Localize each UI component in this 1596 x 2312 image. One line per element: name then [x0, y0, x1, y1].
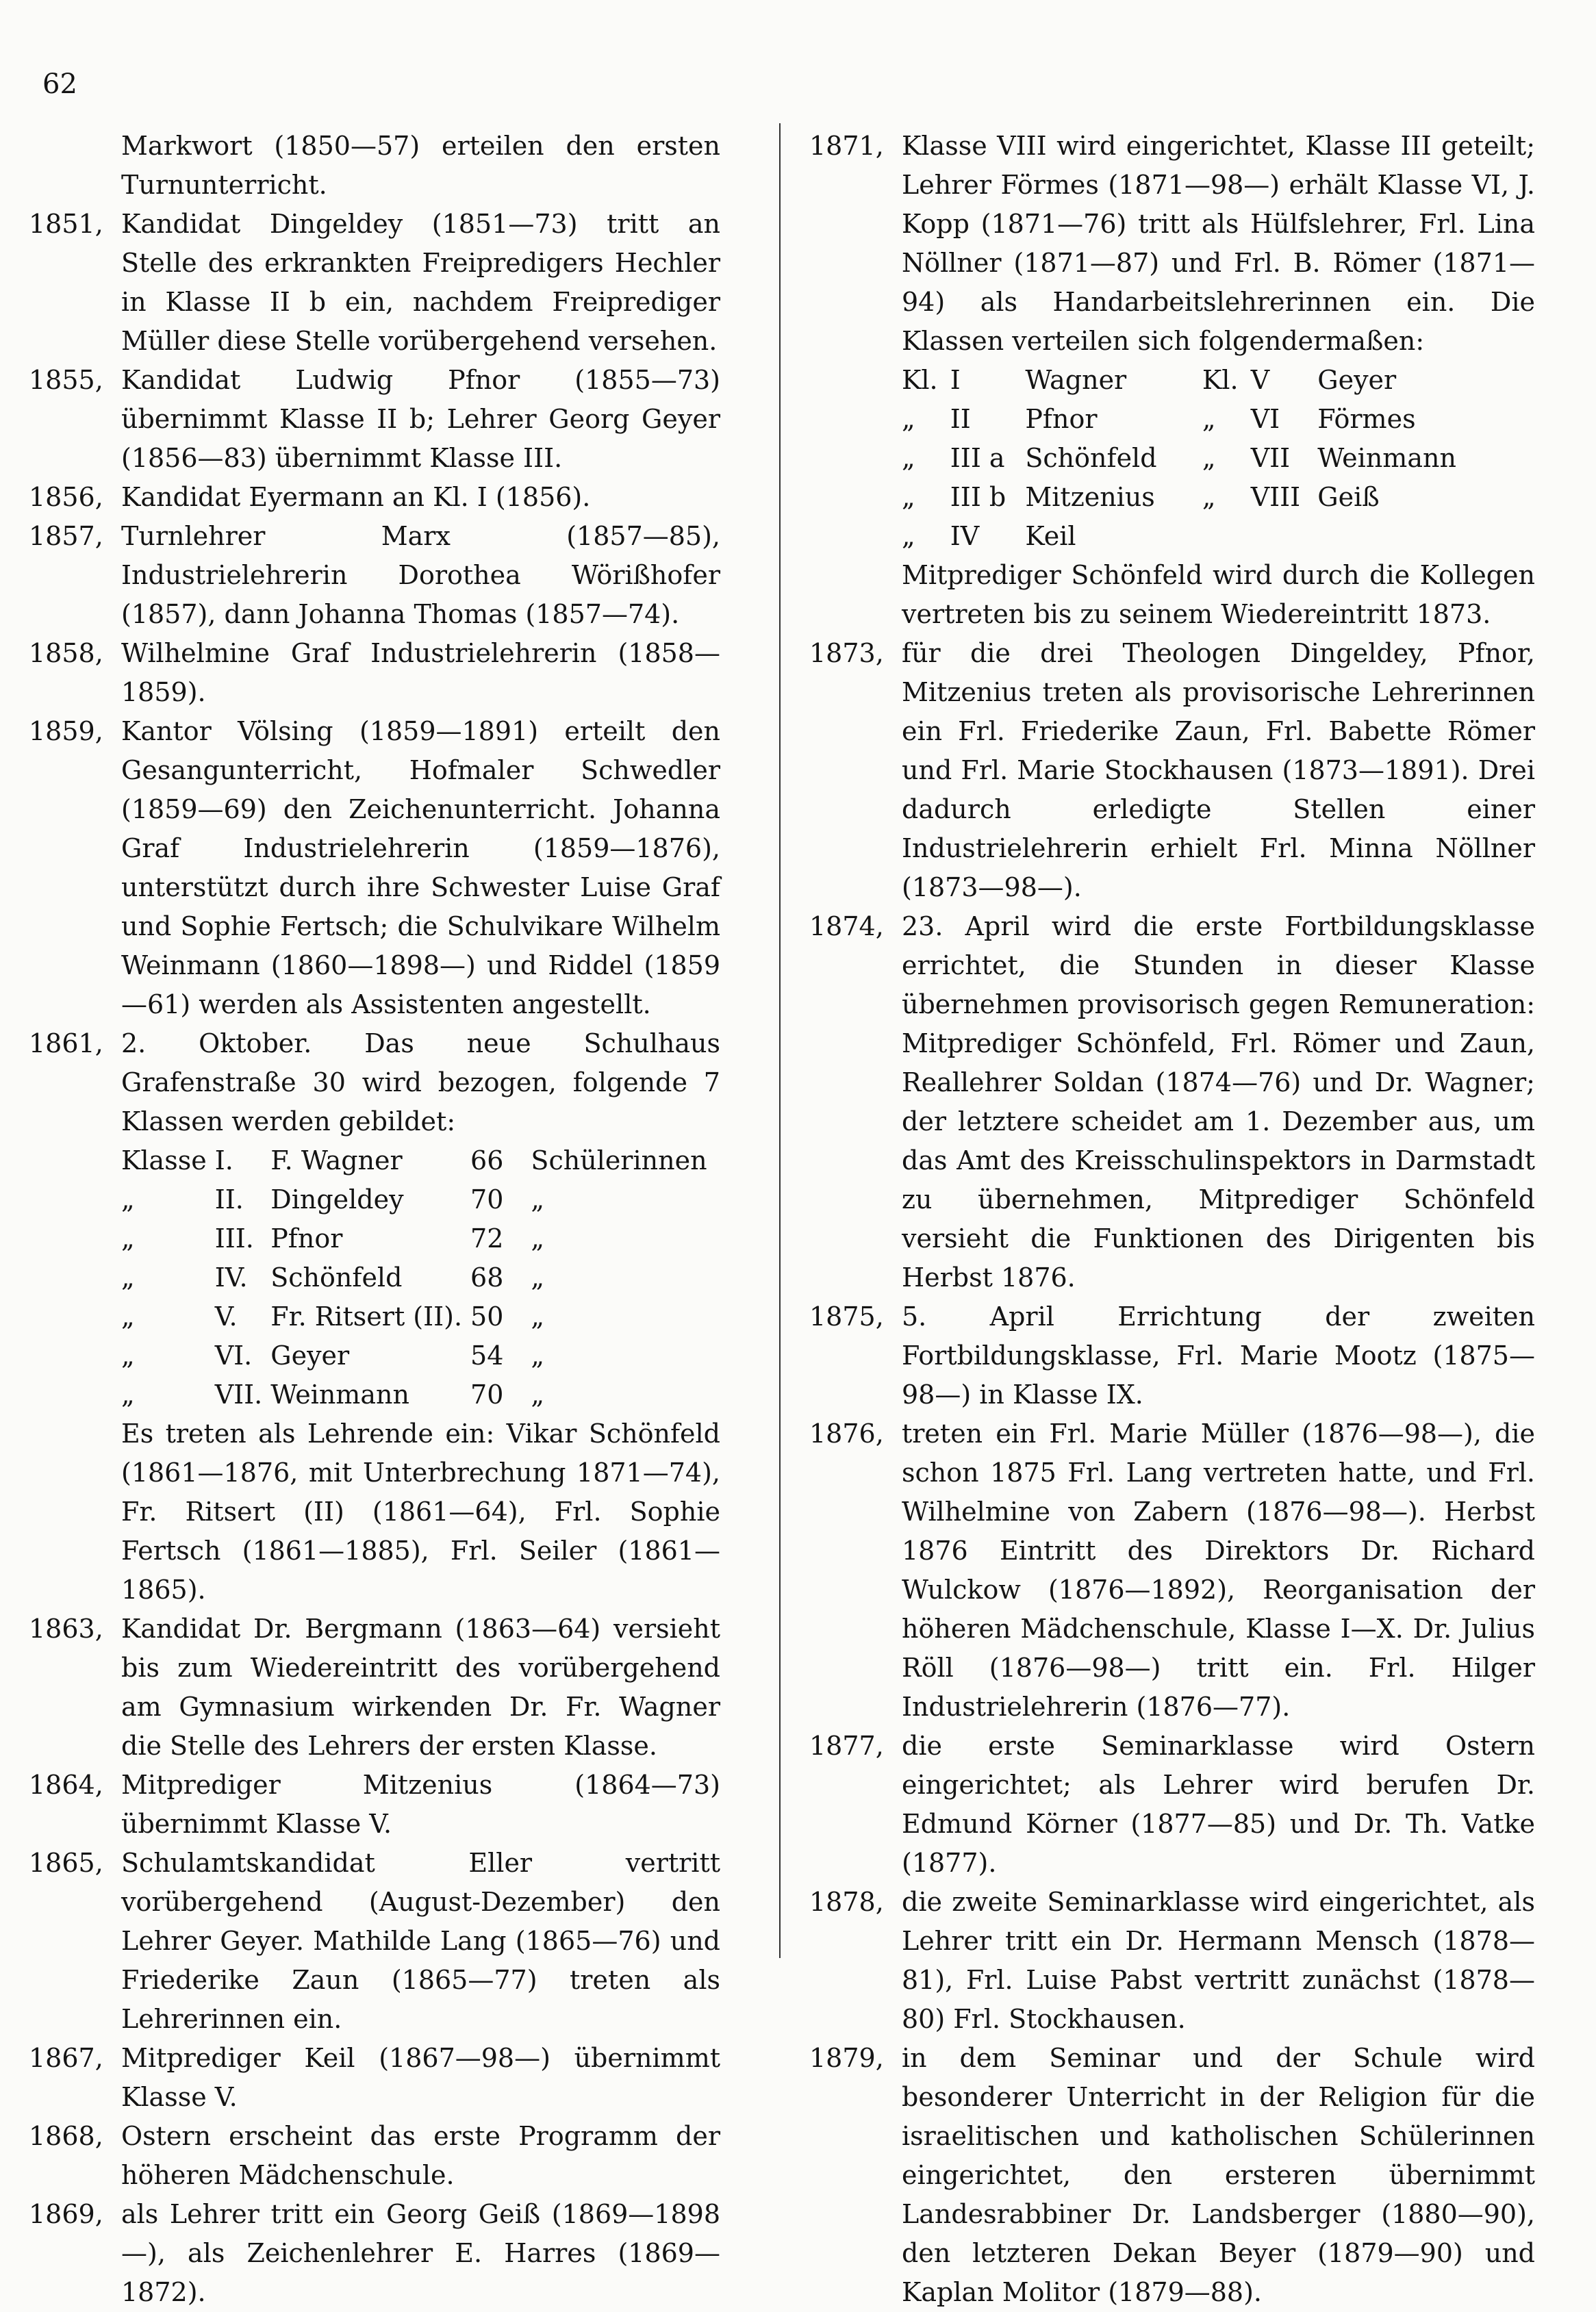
table-cell: III a [950, 443, 1005, 473]
table-cell: Förmes [1317, 404, 1416, 434]
chronicle-entry [809, 907, 1535, 1297]
table-cell: Pfnor [1025, 404, 1098, 434]
table-cell: 54 [470, 1341, 504, 1371]
table-cell: Wagner [1025, 365, 1127, 395]
table-row [902, 439, 1504, 478]
table-row [121, 1297, 715, 1336]
table-cell: 68 [470, 1262, 504, 1293]
table-cell: „ [531, 1184, 545, 1215]
table-cell: „ [121, 1184, 135, 1215]
table-row [902, 400, 1504, 439]
entry-text: Wilhelmine Graf Industrielehrerin (1858—1859). [121, 638, 720, 707]
entry-text: Ostern erscheint das erste Programm der höheren Mädchenschule. [121, 2121, 720, 2190]
entry-text: in dem Seminar und der Schule wird besonderer Unterricht in der Religion für die israelitischen und katholischen Schülerinnen eingerichtet, den ersteren übernimmt Landesrabbiner Dr. Landsberger (1880—90), den letzteren Dekan Beyer (1879—90) und Kaplan Molitor (1879—88). [902, 2043, 1535, 2307]
table-cell: VI. [214, 1341, 253, 1371]
entry-text: die zweite Seminarklasse wird eingerichtet, als Lehrer tritt ein Dr. Hermann Mensch (1878—81), Frl. Luise Pabst vertritt zunächst (1878—80) Frl. Stockhausen. [902, 1887, 1535, 2034]
table-cell: VIII [1250, 482, 1301, 512]
table-cell: „ [531, 1262, 545, 1293]
table-cell: „ [1202, 404, 1216, 434]
chronicle-entry [29, 517, 720, 634]
table-cell [1202, 517, 1251, 556]
entry-text: Mitprediger Keil (1867—98—) übernimmt Klasse V. [121, 2043, 720, 2112]
table-cell [1251, 517, 1318, 556]
entry-text: Schulamtskandidat Eller vertritt vorübergehend (August-Dezember) den Lehrer Geyer. Mathilde Lang (1865—76) und Friederike Zaun (1865—77) treten als Lehrerinnen ein. [121, 1848, 720, 2034]
chronicle-entry [809, 2039, 1535, 2312]
chronicle-entry [29, 361, 720, 478]
entry-year: 1871, [809, 131, 884, 161]
entry-year: 1864, [29, 1770, 103, 1800]
table-row [121, 1141, 715, 1180]
table-cell: Geyer [270, 1341, 350, 1371]
table-cell: VII. [214, 1380, 263, 1410]
table-cell: F. Wagner [270, 1145, 403, 1176]
chronicle-entry [809, 1297, 1535, 1414]
entry-year: 1878, [809, 1887, 884, 1917]
entry-year: 1856, [29, 482, 103, 512]
entry-year: 1861, [29, 1028, 103, 1058]
entry-text: Klasse VIII wird eingerichtet, Klasse III geteilt; Lehrer Förmes (1871—98—) erhält Klasse VI, J. Kopp (1871—76) tritt als Hülfslehrer, Frl. Lina Nöllner (1871—87) und Frl. B. Römer (1871—94) als Handarbeitslehrerinnen ein. Die Klassen verteilen sich folgendermaßen: [902, 131, 1535, 356]
table-cell: 50 [470, 1301, 504, 1332]
chronicle-entry [29, 205, 720, 361]
entry-year: 1879, [809, 2043, 884, 2073]
table-row [902, 478, 1504, 517]
table-cell: Schülerinnen [531, 1145, 707, 1176]
entry-text: 2. Oktober. Das neue Schulhaus Grafenstraße 30 wird bezogen, folgende 7 Klassen werden gebildet: [121, 1028, 720, 1136]
table-cell: 72 [470, 1223, 504, 1254]
chronicle-entry [29, 1766, 720, 1844]
entry-text: 23. April wird die erste Fortbildungsklasse errichtet, die Stunden in dieser Klasse übernehmen provisorisch gegen Remuneration: Mitprediger Schönfeld, Frl. Römer und Zaun, Reallehrer Soldan (1874—76) und Dr. Wagner; der letztere scheidet am 1. Dezember aus, um das Amt des Kreisschulinspektors in Darmstadt zu übernehmen, Mitprediger Schönfeld versieht die Funktionen des Dirigenten bis Herbst 1876. [902, 911, 1535, 1293]
table-cell: „ [902, 521, 915, 551]
table-cell: „ [1202, 482, 1216, 512]
entry-text: Kandidat Dingeldey (1851—73) tritt an Stelle des erkrankten Freipredigers Hechler in Klasse II b ein, nachdem Freiprediger Müller diese Stelle vorübergehend versehen. [121, 209, 720, 356]
chronicle-entry [809, 634, 1535, 907]
table-row [121, 1180, 715, 1219]
entry-text: Es treten als Lehrende ein: Vikar Schönfeld (1861—1876, mit Unterbrechung 1871—74), Fr. Ritsert (II) (1861—64), Frl. Sophie Fertsch (1861—1885), Frl. Seiler (1861—1865). [121, 1419, 720, 1605]
table-cell: „ [121, 1262, 135, 1293]
entry-year: 1863, [29, 1614, 103, 1644]
left-column [29, 127, 720, 2312]
chronicle-entry [809, 127, 1535, 361]
entry-year: 1875, [809, 1301, 884, 1332]
chronicle-entry [29, 127, 720, 205]
table-cell: III. [214, 1223, 254, 1254]
table-cell: VI [1250, 404, 1280, 434]
column-divider [779, 123, 781, 1958]
table-cell: Schönfeld [270, 1262, 403, 1293]
entry-text: treten ein Frl. Marie Müller (1876—98—), die schon 1875 Frl. Lang vertreten hatte, und Frl. Wilhelmine von Zabern (1876—98—). Herbst 1876 Eintritt des Direktors Dr. Richard Wulckow (1876—1892), Reorganisation der höheren Mädchenschule, Klasse I—X. Dr. Julius Röll (1876—98—) tritt ein. Frl. Hilger Industrielehrerin (1876—77). [902, 1419, 1535, 1722]
table-cell: „ [531, 1380, 545, 1410]
table-cell: II. [214, 1184, 244, 1215]
entry-text: Kandidat Eyermann an Kl. I (1856). [121, 482, 591, 512]
chronicle-entry [29, 1024, 720, 1141]
table-cell: „ [902, 404, 915, 434]
table-cell: VII [1250, 443, 1291, 473]
table-cell: „ [531, 1341, 545, 1371]
table-cell: V. [214, 1301, 238, 1332]
entry-text: Mitprediger Mitzenius (1864—73) übernimmt Klasse V. [121, 1770, 720, 1839]
table-cell: IV [950, 521, 980, 551]
table-cell: I. [214, 1145, 233, 1176]
table-cell: I [950, 365, 961, 395]
table-cell: „ [121, 1341, 135, 1371]
entry-year: 1869, [29, 2199, 103, 2229]
table-cell: Schönfeld [1025, 443, 1157, 473]
table-cell: Pfnor [270, 1223, 343, 1254]
table-row [902, 517, 1504, 556]
class-distribution-table [902, 361, 1504, 556]
chronicle-entry [29, 2039, 720, 2117]
entry-text: Kantor Völsing (1859—1891) erteilt den Gesangunterricht, Hofmaler Schwedler (1859—69) den Zeichenunterricht. Johanna Graf Industrielehrerin (1859—1876), unterstützt durch ihre Schwester Luise Graf und Sophie Fertsch; die Schulvikare Wilhelm Weinmann (1860—1898—) und Riddel (1859—61) werden als Assistenten angestellt. [121, 716, 720, 1019]
chronicle-entry [809, 1883, 1535, 2039]
table-cell: „ [902, 443, 915, 473]
entry-text: Mitprediger Schönfeld wird durch die Kollegen vertreten bis zu seinem Wiedereintritt 1873. [902, 560, 1535, 629]
table-cell: „ [531, 1223, 545, 1254]
table-cell: „ [121, 1301, 135, 1332]
entry-year: 1867, [29, 2043, 103, 2073]
table-cell: „ [121, 1380, 135, 1410]
entry-year: 1868, [29, 2121, 103, 2151]
entry-text: 5. April Errichtung der zweiten Fortbildungsklasse, Frl. Marie Mootz (1875—98—) in Klasse IX. [902, 1301, 1535, 1410]
table-cell: Klasse [121, 1145, 207, 1176]
table-row [121, 1219, 715, 1258]
table-cell: Dingeldey [270, 1184, 404, 1215]
entry-year: 1874, [809, 911, 884, 941]
table-cell: 66 [470, 1145, 504, 1176]
chronicle-entry [29, 1610, 720, 1766]
entry-text: Markwort (1850—57) erteilen den ersten Turnunterricht. [121, 131, 720, 200]
table-cell: Kl. [1202, 365, 1239, 395]
chronicle-entry [809, 1727, 1535, 1883]
table-cell: Kl. [902, 365, 938, 395]
chronicle-entry [29, 478, 720, 517]
entry-year: 1873, [809, 638, 884, 668]
table-cell: Geiß [1317, 482, 1380, 512]
table-row [121, 1258, 715, 1297]
table-row [121, 1375, 715, 1414]
table-cell: Weinmann [270, 1380, 409, 1410]
chronicle-entry [29, 1844, 720, 2039]
table-cell: Geyer [1317, 365, 1397, 395]
table-cell: V [1250, 365, 1270, 395]
table-cell: Fr. Ritsert (II). [270, 1301, 463, 1332]
entry-text: Kandidat Ludwig Pfnor (1855—73) übernimmt Klasse II b; Lehrer Georg Geyer (1856—83) übernimmt Klasse III. [121, 365, 720, 473]
table-cell: „ [1202, 443, 1216, 473]
entry-year: 1855, [29, 365, 103, 395]
entry-year: 1876, [809, 1419, 884, 1449]
table-cell: II [950, 404, 971, 434]
table-cell: IV. [214, 1262, 248, 1293]
entry-year: 1851, [29, 209, 103, 239]
entry-year: 1857, [29, 521, 103, 551]
entry-year: 1859, [29, 716, 103, 746]
table-cell: „ [121, 1223, 135, 1254]
entry-year: 1865, [29, 1848, 103, 1878]
entry-text: Turnlehrer Marx (1857—85), Industrielehrerin Dorothea Wörißhofer (1857), dann Johanna Thomas (1857—74). [121, 521, 720, 629]
table-cell: III b [950, 482, 1006, 512]
entry-text: für die drei Theologen Dingeldey, Pfnor, Mitzenius treten als provisorische Lehrerinnen ein Frl. Friederike Zaun, Frl. Babette Römer und Frl. Marie Stockhausen (1873—1891). Drei dadurch erledigte Stellen einer Industrielehrerin erhielt Frl. Minna Nöllner (1873—98—). [902, 638, 1535, 902]
table-cell: „ [531, 1301, 545, 1332]
class-table-1861 [121, 1141, 715, 1414]
chronicle-entry [29, 2195, 720, 2312]
table-cell: „ [902, 482, 915, 512]
table-row [902, 361, 1504, 400]
right-column [809, 127, 1535, 2312]
chronicle-entry [29, 712, 720, 1024]
chronicle-entry [29, 2117, 720, 2195]
entry-year: 1858, [29, 638, 103, 668]
table-cell: Weinmann [1317, 443, 1456, 473]
entry-year: 1877, [809, 1731, 884, 1761]
chronicle-entry [809, 1414, 1535, 1727]
table-cell: 70 [470, 1380, 504, 1410]
table-cell: 70 [470, 1184, 504, 1215]
entry-text: Kandidat Dr. Bergmann (1863—64) versieht bis zum Wiedereintritt des vorübergehend am Gymnasium wirkenden Dr. Fr. Wagner die Stelle des Lehrers der ersten Klasse. [121, 1614, 720, 1761]
page-number: 62 [42, 68, 77, 100]
table-cell: Mitzenius [1025, 482, 1155, 512]
chronicle-entry [29, 634, 720, 712]
table-cell: Keil [1025, 521, 1076, 551]
table-cell [1317, 517, 1504, 556]
entry-text: als Lehrer tritt ein Georg Geiß (1869—1898—), als Zeichenlehrer E. Harres (1869—1872). [121, 2199, 720, 2307]
entry-text: die erste Seminarklasse wird Ostern eingerichtet; als Lehrer wird berufen Dr. Edmund Körner (1877—85) und Dr. Th. Vatke (1877). [902, 1731, 1535, 1878]
table-row [121, 1336, 715, 1375]
